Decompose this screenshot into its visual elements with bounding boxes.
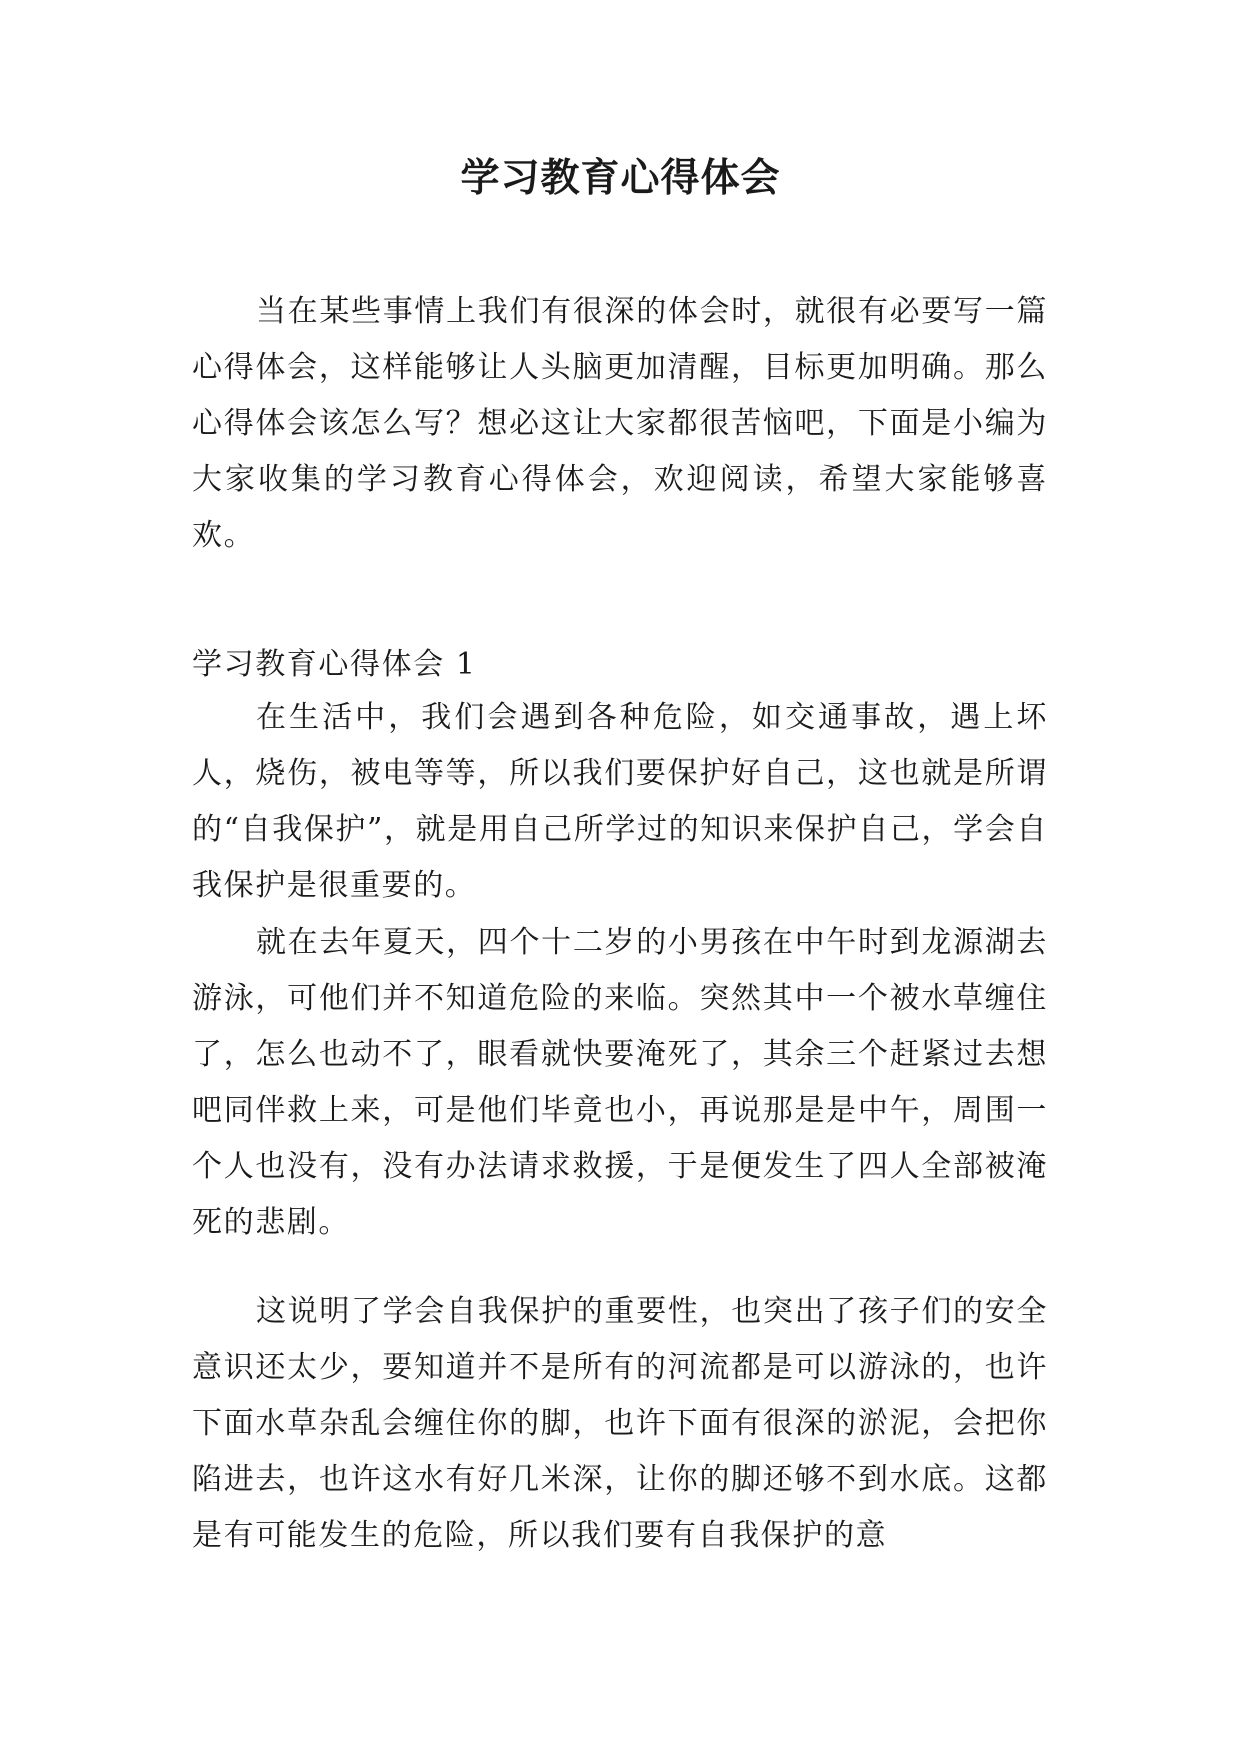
body-paragraph-1: 在生活中，我们会遇到各种危险，如交通事故，遇上坏人，烧伤，被电等等，所以我们要保护好自己，这也就是所谓的“自我保护”，就是用自己所学过的知识来保护自己，学会自我保护是很重要的。: [192, 700, 1048, 903]
intro-paragraph: 当在某些事情上我们有很深的体会时，就很有必要写一篇心得体会，这样能够让人头脑更加清醒，目标更加明确。那么心得体会该怎么写？想必这让大家都很苦恼吧，下面是小编为大家收集的学习教育心得体会，欢迎阅读，希望大家能够喜欢。: [192, 294, 1048, 553]
body-paragraph-2: 就在去年夏天，四个十二岁的小男孩在中午时到龙源湖去游泳，可他们并不知道危险的来临。突然其中一个被水草缠住了，怎么也动不了，眼看就快要淹死了，其余三个赶紧过去想吧同伴救上来，可是他们毕竟也小，再说那是是中午，周围一个人也没有，没有办法请求救援，于是便发生了四人全部被淹死的悲剧。: [192, 925, 1048, 1240]
body-paragraph-3: 这说明了学会自我保护的重要性，也突出了孩子们的安全意识还太少，要知道并不是所有的河流都是可以游泳的，也许下面水草杂乱会缠住你的脚，也许下面有很深的淤泥，会把你陷进去，也许这水有好几米深，让你的脚还够不到水底。这都是有可能发生的危险，所以我们要有自我保护的意: [192, 1294, 1048, 1553]
document-title: 学习教育心得体会: [460, 156, 781, 201]
section-heading: 学习教育心得体会 1: [192, 647, 477, 682]
